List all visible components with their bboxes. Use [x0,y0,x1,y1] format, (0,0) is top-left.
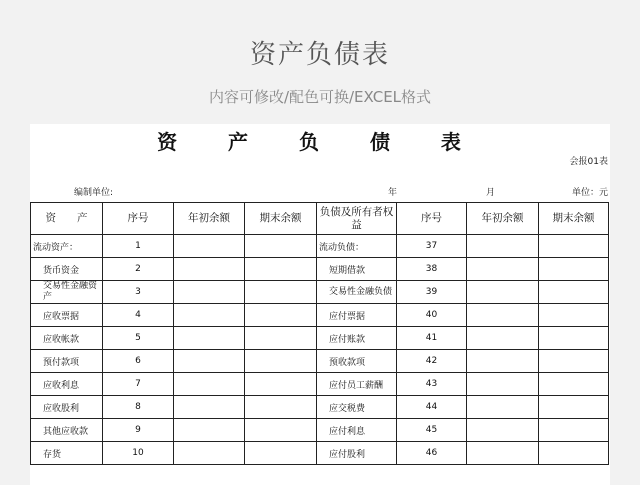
table-row [31,373,609,396]
asset-seq-cell: 9 [103,419,174,442]
asset-seq-cell: 8 [103,396,174,419]
asset-seq-cell: 2 [103,258,174,281]
table-row [31,235,609,258]
asset-closing-cell[interactable] [245,350,317,373]
header-liabilities-equity: 负债及所有者权益 [317,203,397,235]
asset-opening-cell[interactable] [174,281,245,304]
liability-closing-cell[interactable] [539,350,609,373]
liability-closing-cell[interactable] [539,235,609,258]
asset-closing-cell[interactable] [245,442,317,465]
liability-name-cell: 预收款项 [317,350,397,373]
asset-name-cell: 交易性金融资产 [31,281,103,304]
asset-seq-cell: 1 [103,235,174,258]
asset-seq-cell: 10 [103,442,174,465]
header-asset-closing: 期末余额 [245,203,317,235]
asset-opening-cell[interactable] [174,442,245,465]
header-assets: 资 产 [31,203,103,235]
asset-opening-cell[interactable] [174,373,245,396]
asset-closing-cell[interactable] [245,281,317,304]
liability-closing-cell[interactable] [539,442,609,465]
liability-seq-cell: 37 [397,235,467,258]
liability-opening-cell[interactable] [467,281,539,304]
asset-name-cell: 其他应收款 [31,419,103,442]
balance-sheet [30,124,610,485]
asset-name-cell: 流动资产： [31,235,103,258]
asset-closing-cell[interactable] [245,396,317,419]
asset-seq-cell: 3 [103,281,174,304]
year-label: 年 [388,188,398,198]
liability-closing-cell[interactable] [539,281,609,304]
liability-opening-cell[interactable] [467,396,539,419]
asset-closing-cell[interactable] [245,258,317,281]
asset-name-cell: 预付款项 [31,350,103,373]
liability-name-cell: 交易性金融负债 [317,281,397,304]
liability-name-cell: 应交税费 [317,396,397,419]
liability-opening-cell[interactable] [467,258,539,281]
asset-opening-cell[interactable] [174,419,245,442]
asset-closing-cell[interactable] [245,304,317,327]
asset-name-cell: 货币资金 [31,258,103,281]
asset-opening-cell[interactable] [174,396,245,419]
table-header-row [31,203,609,235]
liability-name-cell: 应付账款 [317,327,397,350]
table-row [31,258,609,281]
asset-closing-cell[interactable] [245,373,317,396]
asset-closing-cell[interactable] [245,419,317,442]
banner-title: 资产负债表 [249,40,390,70]
month-label: 月 [486,188,496,198]
liability-name-cell: 应付股利 [317,442,397,465]
liability-seq-cell: 46 [397,442,467,465]
liability-name-cell: 短期借款 [317,258,397,281]
liability-opening-cell[interactable] [467,327,539,350]
asset-opening-cell[interactable] [174,235,245,258]
liability-opening-cell[interactable] [467,304,539,327]
banner-subtitle: 内容可修改/配色可换/EXCEL格式 [208,88,432,106]
asset-seq-cell: 7 [103,373,174,396]
liability-closing-cell[interactable] [539,327,609,350]
asset-opening-cell[interactable] [174,258,245,281]
asset-seq-cell: 4 [103,304,174,327]
liability-name-cell: 应付利息 [317,419,397,442]
liability-opening-cell[interactable] [467,419,539,442]
liability-seq-cell: 43 [397,373,467,396]
header-asset-opening: 年初余额 [174,203,245,235]
liability-name-cell: 应付票据 [317,304,397,327]
asset-opening-cell[interactable] [174,350,245,373]
asset-seq-cell: 5 [103,327,174,350]
asset-closing-cell[interactable] [245,235,317,258]
liability-seq-cell: 42 [397,350,467,373]
liability-opening-cell[interactable] [467,442,539,465]
header-liab-opening: 年初余额 [467,203,539,235]
asset-seq-cell: 6 [103,350,174,373]
liability-seq-cell: 40 [397,304,467,327]
liability-opening-cell[interactable] [467,235,539,258]
header-liab-seq: 序号 [397,203,467,235]
header-asset-seq: 序号 [103,203,174,235]
asset-opening-cell[interactable] [174,327,245,350]
asset-name-cell: 应收利息 [31,373,103,396]
header-liab-closing: 期末余额 [539,203,609,235]
liability-seq-cell: 44 [397,396,467,419]
liability-seq-cell: 38 [397,258,467,281]
asset-opening-cell[interactable] [174,304,245,327]
table-row [31,442,609,465]
liability-name-cell: 应付员工薪酬 [317,373,397,396]
liability-closing-cell[interactable] [539,304,609,327]
asset-name-cell: 应收股利 [31,396,103,419]
liability-seq-cell: 39 [397,281,467,304]
sheet-title: 资 产 负 债 表 [157,130,483,154]
liability-closing-cell[interactable] [539,258,609,281]
asset-name-cell: 应收票据 [31,304,103,327]
table-row [31,281,609,304]
liability-seq-cell: 45 [397,419,467,442]
asset-name-cell: 存货 [31,442,103,465]
table-row [31,396,609,419]
balance-table [30,202,609,465]
liability-seq-cell: 41 [397,327,467,350]
liability-name-cell: 流动负债： [317,235,397,258]
liability-opening-cell[interactable] [467,373,539,396]
table-row [31,327,609,350]
table-row [31,350,609,373]
asset-closing-cell[interactable] [245,327,317,350]
preparer-label: 编制单位: [74,188,114,198]
liability-closing-cell[interactable] [539,373,609,396]
asset-name-cell: 应收帐款 [31,327,103,350]
liability-closing-cell[interactable] [539,419,609,442]
form-number: 会报01表 [569,157,608,167]
liability-closing-cell[interactable] [539,396,609,419]
table-row [31,419,609,442]
currency-unit-label: 单位：元 [571,188,608,198]
liability-opening-cell[interactable] [467,350,539,373]
table-row [31,304,609,327]
